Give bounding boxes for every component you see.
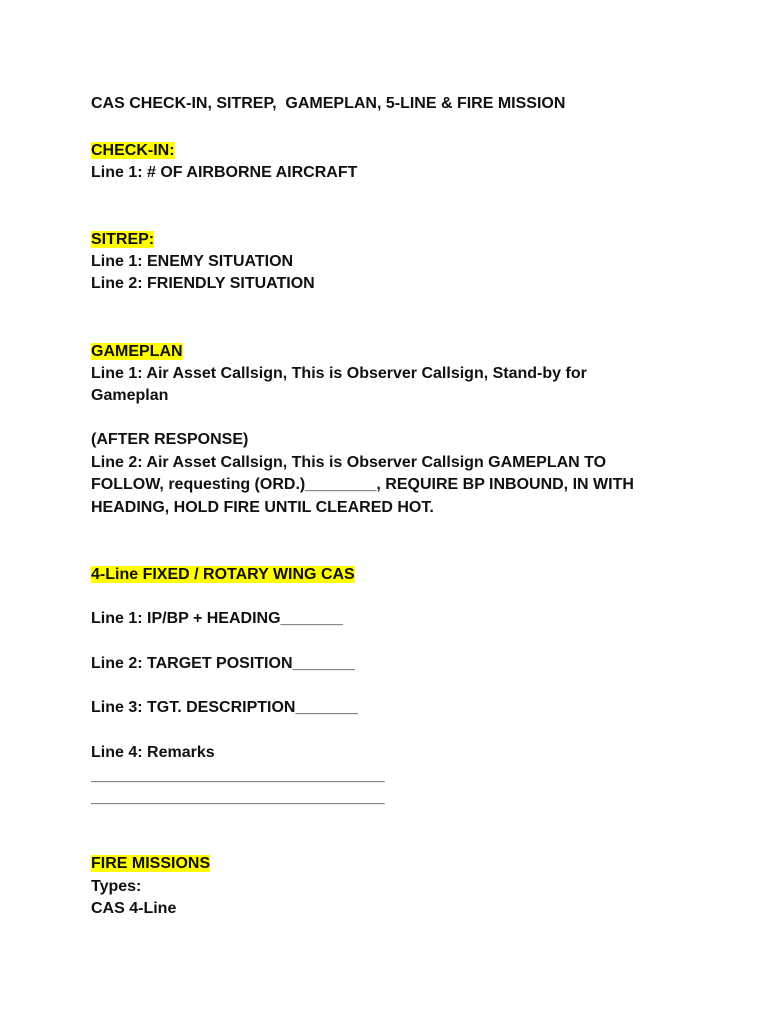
checkin-heading-text: CHECK-IN: (91, 142, 175, 159)
gameplan-line-1b: Gameplan (91, 387, 169, 404)
remarks-blank-2: _________________________________ (91, 789, 385, 806)
four-line-line-3: Line 3: TGT. DESCRIPTION_______ (91, 699, 358, 716)
checkin-heading (91, 141, 175, 161)
sitrep-heading-text: SITREP: (91, 231, 155, 248)
fire-missions-heading-text: FIRE MISSIONS (91, 855, 211, 872)
gameplan-line-2c: HEADING, HOLD FIRE UNTIL CLEARED HOT. (91, 499, 434, 516)
gameplan-heading-text: GAMEPLAN (91, 343, 183, 360)
four-line-heading-text: 4-Line FIXED / ROTARY WING CAS (91, 566, 355, 583)
sitrep-heading (91, 230, 154, 250)
four-line-line-4: Line 4: Remarks (91, 744, 215, 761)
sitrep-line-1: Line 1: ENEMY SITUATION (91, 253, 294, 270)
fire-missions-type-1: CAS 4-Line (91, 900, 177, 917)
sitrep-line-2: Line 2: FRIENDLY SITUATION (91, 275, 315, 292)
four-line-line-2: Line 2: TARGET POSITION_______ (91, 655, 355, 672)
four-line-line-1: Line 1: IP/BP + HEADING_______ (91, 610, 343, 627)
gameplan-heading (91, 342, 183, 362)
fire-missions-types: Types: (91, 878, 142, 895)
gameplan-line-1a: Line 1: Air Asset Callsign, This is Observer Callsign, Stand-by for (91, 365, 587, 382)
four-line-heading (91, 565, 355, 585)
remarks-blank-1: _________________________________ (91, 767, 385, 784)
gameplan-after-response: (AFTER RESPONSE) (91, 431, 249, 448)
fire-missions-heading (91, 854, 210, 874)
document-title: CAS CHECK-IN, SITREP, GAMEPLAN, 5-LINE & FIRE MISSION (91, 95, 566, 112)
gameplan-line-2b: FOLLOW, requesting (ORD.)________, REQUIRE BP INBOUND, IN WITH (91, 476, 634, 493)
checkin-line-1: Line 1: # OF AIRBORNE AIRCRAFT (91, 164, 358, 181)
gameplan-line-2a: Line 2: Air Asset Callsign, This is Observer Callsign GAMEPLAN TO (91, 454, 607, 471)
